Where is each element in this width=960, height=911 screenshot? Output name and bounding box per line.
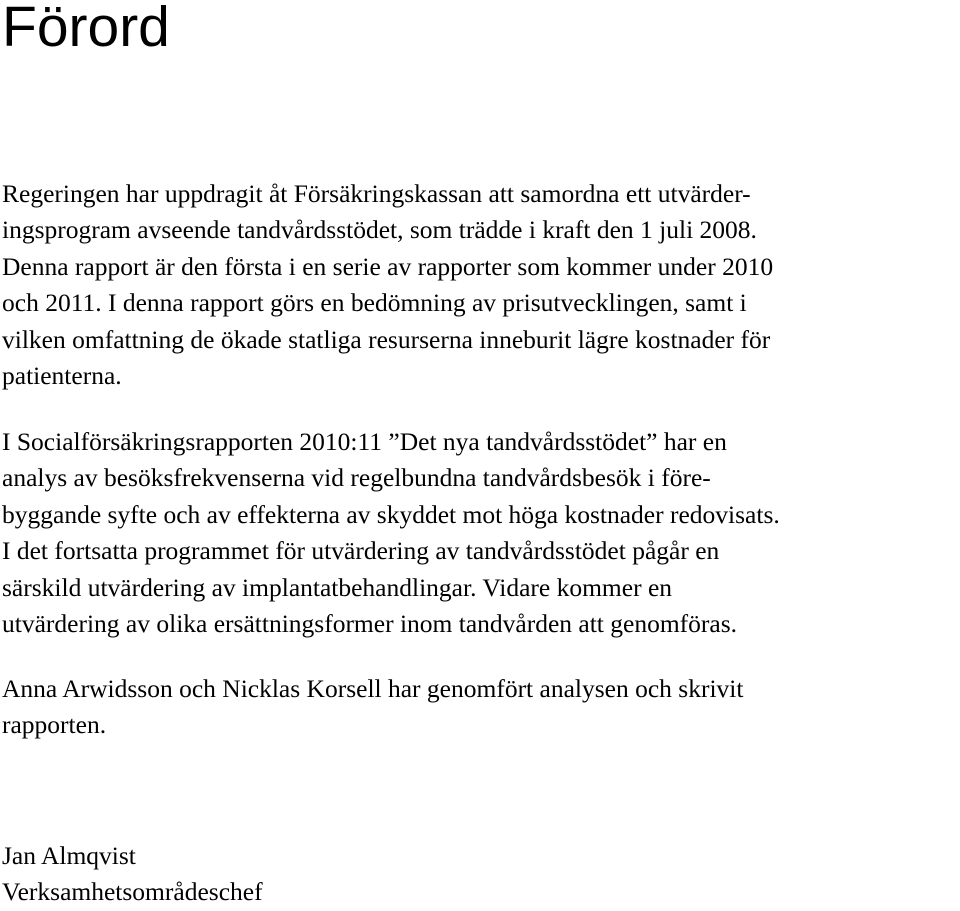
text-line: vilken omfattning de ökade statliga resurserna inneburit lägre kostnader för (2, 324, 771, 354)
text-line: utvärdering av olika ersättningsformer inom tandvården att genomföras. (2, 609, 738, 639)
page-title: Förord (2, 0, 170, 59)
text-line: rapporten. (2, 710, 107, 740)
text-line: I det fortsatta programmet för utvärdering av tandvårdsstödet pågår en (2, 536, 720, 566)
signature-name: Jan Almqvist (2, 841, 136, 870)
text-line: Anna Arwidsson och Nicklas Korsell har genomfört analysen och skrivit (2, 674, 744, 703)
text-line: Regeringen har uppdragit åt Försäkringskassan att samordna ett utvärder- (2, 179, 751, 208)
text-line: Denna rapport är den första i en serie av rapporter som kommer under 2010 (2, 251, 774, 281)
text-line: analys av besöksfrekvenserna vid regelbundna tandvårdsbesök i före- (2, 463, 711, 493)
text-line: och 2011. I denna rapport görs en bedömning av prisutvecklingen, samt i (2, 288, 747, 318)
paragraph-introduction (2, 176, 773, 394)
paragraph-program (2, 424, 780, 642)
text-line: I Socialförsäkringsrapporten 2010:11 ”Det nya tandvårdsstödet” har en (2, 427, 727, 456)
text-line: särskild utvärdering av implantatbehandlingar. Vidare kommer en (2, 572, 673, 602)
signature-block (2, 838, 263, 911)
text-line: patienterna. (2, 361, 122, 391)
paragraph-authors (2, 671, 743, 744)
text-line: ingsprogram avseende tandvårdsstödet, som trädde i kraft den 1 juli 2008. (2, 215, 757, 245)
signature-role: Verksamhetsområdeschef (2, 877, 263, 907)
text-line: byggande syfte och av effekterna av skyddet mot höga kostnader redovisats. (2, 499, 780, 529)
